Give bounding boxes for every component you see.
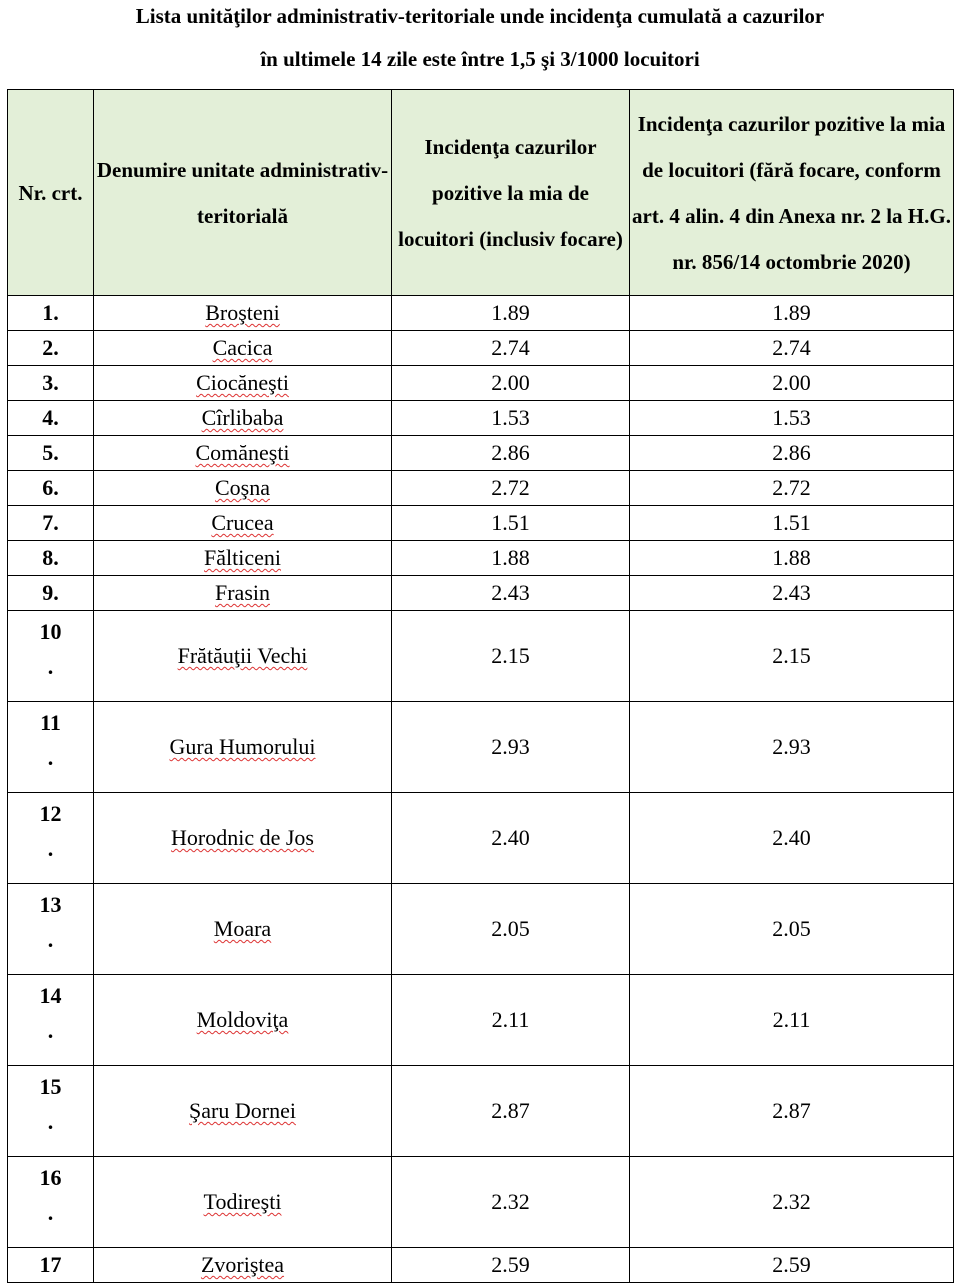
row-number-text: 1. xyxy=(42,300,59,325)
row-incidence-with: 2.93 xyxy=(392,702,630,793)
table-row xyxy=(8,975,954,1066)
row-number xyxy=(8,884,94,975)
row-number-dot: . xyxy=(47,836,54,861)
table-row xyxy=(8,401,954,436)
row-incidence-without: 2.43 xyxy=(630,576,954,611)
row-number xyxy=(8,576,94,611)
row-unit-name xyxy=(94,1248,392,1283)
row-number-dot: . xyxy=(47,927,54,952)
table-header-row xyxy=(8,90,954,296)
row-number-text: 15 xyxy=(39,1074,62,1099)
row-incidence-without: 2.40 xyxy=(630,793,954,884)
row-number-text: 2. xyxy=(42,335,59,360)
table-row xyxy=(8,471,954,506)
row-incidence-with: 2.32 xyxy=(392,1157,630,1248)
row-number xyxy=(8,793,94,884)
row-incidence-without: 1.88 xyxy=(630,541,954,576)
row-number-dot: . xyxy=(47,654,54,679)
row-number xyxy=(8,1248,94,1283)
table-row xyxy=(8,1157,954,1248)
row-number xyxy=(8,611,94,702)
table-row xyxy=(8,506,954,541)
row-incidence-without: 2.74 xyxy=(630,331,954,366)
unit-name-text: Moara xyxy=(213,916,272,941)
row-incidence-without: 2.87 xyxy=(630,1066,954,1157)
row-unit-name xyxy=(94,702,392,793)
row-number-dot: . xyxy=(47,1109,54,1134)
row-number-text: 13 xyxy=(39,892,62,917)
row-number-text: 8. xyxy=(42,545,59,570)
header-incidence-with: Incidenţa cazurilor pozitive la mia de locuitori (inclusiv focare) xyxy=(392,90,630,296)
row-number-text: 3. xyxy=(42,370,59,395)
row-number-text: 16 xyxy=(39,1165,62,1190)
header-incidence-without: Incidenţa cazurilor pozitive la mia de locuitori (fără focare, conform art. 4 alin. 4 din Anexa nr. 2 la H.G. nr. 856/14 octombrie 2020) xyxy=(630,90,954,296)
row-incidence-with: 2.43 xyxy=(392,576,630,611)
unit-name-text: Şaru Dornei xyxy=(189,1098,296,1123)
unit-name-text: Fălticeni xyxy=(204,545,281,570)
row-incidence-with: 2.11 xyxy=(392,975,630,1066)
unit-name-text: Comăneşti xyxy=(195,440,290,465)
row-unit-name xyxy=(94,506,392,541)
table-row xyxy=(8,1248,954,1283)
row-unit-name xyxy=(94,884,392,975)
row-unit-name xyxy=(94,975,392,1066)
incidence-table xyxy=(7,89,954,1283)
row-number-text: 17 xyxy=(39,1252,62,1277)
row-incidence-with: 2.05 xyxy=(392,884,630,975)
row-unit-name xyxy=(94,296,392,331)
row-unit-name xyxy=(94,401,392,436)
unit-name-text: Broşteni xyxy=(205,300,280,325)
row-number-text: 9. xyxy=(42,580,59,605)
row-unit-name xyxy=(94,366,392,401)
unit-name-text: Moldoviţa xyxy=(196,1007,289,1032)
row-unit-name xyxy=(94,541,392,576)
row-incidence-with: 2.74 xyxy=(392,331,630,366)
row-incidence-without: 2.11 xyxy=(630,975,954,1066)
unit-name-text: Ciocăneşti xyxy=(196,370,289,395)
unit-name-text: Todireşti xyxy=(203,1189,282,1214)
table-row xyxy=(8,296,954,331)
row-unit-name xyxy=(94,793,392,884)
row-incidence-with: 2.72 xyxy=(392,471,630,506)
row-number xyxy=(8,975,94,1066)
row-incidence-without: 2.32 xyxy=(630,1157,954,1248)
table-row xyxy=(8,884,954,975)
row-incidence-with: 1.53 xyxy=(392,401,630,436)
row-number-text: 6. xyxy=(42,475,59,500)
row-number-text: 11 xyxy=(40,710,61,735)
row-incidence-with: 1.88 xyxy=(392,541,630,576)
row-incidence-with: 2.86 xyxy=(392,436,630,471)
row-number xyxy=(8,1066,94,1157)
table-row xyxy=(8,576,954,611)
row-number-dot: . xyxy=(47,745,54,770)
table-row xyxy=(8,611,954,702)
table-row xyxy=(8,1066,954,1157)
row-number-text: 7. xyxy=(42,510,59,535)
header-name: Denumire unitate administrativ-teritorială xyxy=(94,90,392,296)
table-row xyxy=(8,541,954,576)
row-incidence-without: 2.05 xyxy=(630,884,954,975)
row-unit-name xyxy=(94,1157,392,1248)
unit-name-text: Gura Humorului xyxy=(169,734,316,759)
row-incidence-with: 2.00 xyxy=(392,366,630,401)
unit-name-text: Frasin xyxy=(215,580,270,605)
row-number xyxy=(8,366,94,401)
row-incidence-without: 1.89 xyxy=(630,296,954,331)
row-incidence-with: 2.40 xyxy=(392,793,630,884)
table-row xyxy=(8,436,954,471)
table-row xyxy=(8,702,954,793)
row-incidence-without: 2.00 xyxy=(630,366,954,401)
row-number-text: 10 xyxy=(39,619,62,644)
unit-name-text: Crucea xyxy=(211,510,274,535)
row-number-dot: . xyxy=(47,1200,54,1225)
row-incidence-with: 1.89 xyxy=(392,296,630,331)
row-number-text: 14 xyxy=(39,983,62,1008)
row-number xyxy=(8,1157,94,1248)
unit-name-text: Cacica xyxy=(212,335,273,360)
row-unit-name xyxy=(94,576,392,611)
row-unit-name xyxy=(94,611,392,702)
table-row xyxy=(8,331,954,366)
row-number-text: 4. xyxy=(42,405,59,430)
unit-name-text: Coşna xyxy=(215,475,270,500)
row-number xyxy=(8,436,94,471)
title-line-2: în ultimele 14 zile este între 1,5 şi 3/1000 locuitori xyxy=(260,47,700,71)
row-number xyxy=(8,541,94,576)
row-number-text: 12 xyxy=(39,801,62,826)
row-incidence-with: 2.59 xyxy=(392,1248,630,1283)
row-number xyxy=(8,702,94,793)
row-number xyxy=(8,506,94,541)
row-incidence-with: 1.51 xyxy=(392,506,630,541)
title-line-1: Lista unităţilor administrativ-teritoriale unde incidenţa cumulată a cazurilor xyxy=(135,4,825,28)
row-incidence-without: 1.53 xyxy=(630,401,954,436)
row-incidence-without: 1.51 xyxy=(630,506,954,541)
row-number-dot: . xyxy=(47,1018,54,1043)
row-incidence-without: 2.72 xyxy=(630,471,954,506)
row-incidence-without: 2.15 xyxy=(630,611,954,702)
unit-name-text: Frătăuţii Vechi xyxy=(177,643,308,668)
unit-name-text: Horodnic de Jos xyxy=(171,825,314,850)
row-incidence-without: 2.59 xyxy=(630,1248,954,1283)
row-incidence-with: 2.87 xyxy=(392,1066,630,1157)
row-incidence-without: 2.86 xyxy=(630,436,954,471)
row-unit-name xyxy=(94,1066,392,1157)
unit-name-text: Zvoriştea xyxy=(200,1252,285,1277)
table-row xyxy=(8,366,954,401)
row-number xyxy=(8,296,94,331)
row-unit-name xyxy=(94,331,392,366)
table-row xyxy=(8,793,954,884)
header-nr: Nr. crt. xyxy=(8,90,94,296)
row-incidence-without: 2.93 xyxy=(630,702,954,793)
row-number xyxy=(8,401,94,436)
row-unit-name xyxy=(94,471,392,506)
row-unit-name xyxy=(94,436,392,471)
row-number xyxy=(8,331,94,366)
unit-name-text: Cîrlibaba xyxy=(201,405,284,430)
row-number-text: 5. xyxy=(42,440,59,465)
row-number xyxy=(8,471,94,506)
row-incidence-with: 2.15 xyxy=(392,611,630,702)
